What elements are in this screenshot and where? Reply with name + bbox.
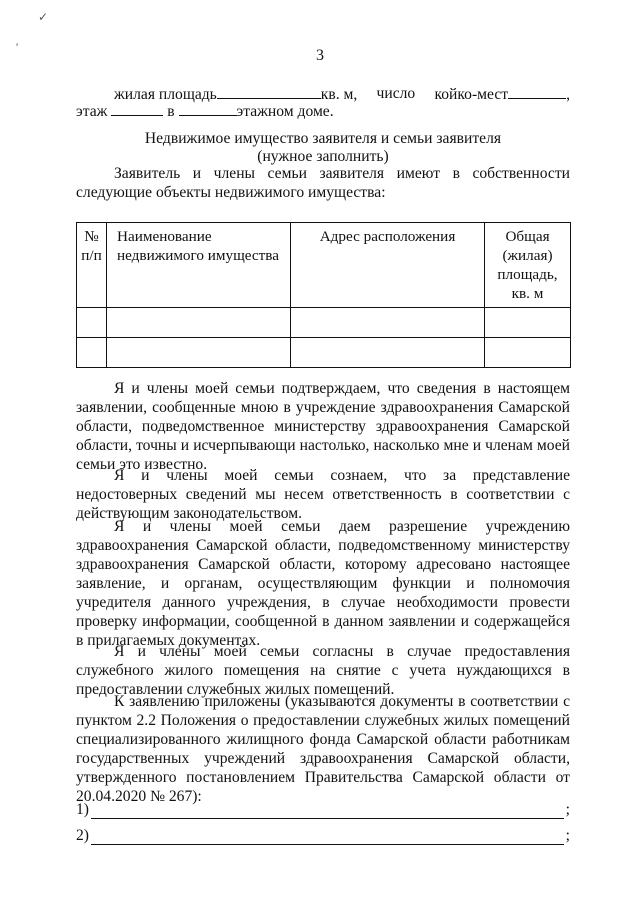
in-label: в [167, 103, 175, 120]
header-address: Адрес расположения [291, 223, 485, 308]
table-cell[interactable] [291, 338, 485, 368]
floor-label: этаж [76, 103, 108, 120]
floor-line [76, 101, 570, 121]
table-row [77, 308, 571, 338]
beds-field[interactable] [508, 84, 566, 99]
beds-comma: , [566, 86, 570, 103]
page-number: 3 [316, 47, 324, 64]
table-header-row [77, 223, 571, 308]
property-section-subtitle: (нужное заполнить) [257, 148, 389, 165]
floor-field[interactable] [111, 101, 163, 116]
header-area: Общая (жилая) площадь, кв. м [485, 223, 571, 308]
property-table [76, 222, 571, 368]
table-cell[interactable] [77, 308, 107, 338]
table-cell[interactable] [107, 338, 291, 368]
attachment-field-1[interactable] [91, 804, 564, 819]
scan-mark: ✓ [38, 10, 49, 24]
property-intro: Заявитель и члены семьи заявителя имеют в собственности следующие объекты недвижимого имущества: [76, 165, 570, 201]
attachment-field-2[interactable] [91, 830, 564, 845]
beds-word-2: койко-мест [434, 86, 509, 103]
attachment-number: 2) [76, 827, 89, 844]
declaration-paragraph-1: Я и члены моей семьи подтверждаем, что сведения в настоящем заявлении, сообщенные мною в учреждение здравоохранения Самарской области, подведомственное министерству здравоохранения Самарской области, точны и исчерпывающи настолько, насколько мне и членам моей семьи это известно. [76, 380, 570, 473]
table-cell[interactable] [485, 338, 571, 368]
floor-house-label: этажном доме. [236, 103, 334, 120]
table-cell[interactable] [291, 308, 485, 338]
total-floors-field[interactable] [179, 101, 237, 116]
living-area-field[interactable] [217, 84, 321, 99]
table-cell[interactable] [485, 308, 571, 338]
header-num: № п/п [77, 223, 107, 308]
attachments-intro: К заявлению приложены (указываются документы в соответствии с пунктом 2.2 Положения о предоставлении служебных жилых помещений специализированного жилищного фонда Самарской области работникам государственных учреждений здравоохранения Самарской области, утвержденного постановлением Правительства Самарской области от 20.04.2020 № 267): [76, 693, 570, 805]
declaration-paragraph-3: Я и члены моей семьи даем разрешение учреждению здравоохранения Самарской области, подведомственному министерству здравоохранения Самарской области, которому адресовано настоящее заявление, и органам, осуществляющим функции и полномочия учредителя данного учреждения, в случае необходимости провести проверку информации, сообщенной в данном заявлении и содержащейся в прилагаемых документах. [76, 518, 570, 649]
sqm-label: кв. м, [320, 86, 358, 103]
property-section-title: Недвижимое имущество заявителя и семьи заявителя [144, 130, 502, 147]
scan-mark: ' [16, 40, 19, 54]
table-cell[interactable] [77, 338, 107, 368]
attachment-end: ; [565, 827, 570, 844]
living-area-label: жилая площадь [114, 86, 217, 103]
attachment-end: ; [565, 801, 570, 818]
attachment-line-1 [76, 800, 570, 819]
beds-word-1: число [376, 85, 416, 102]
declaration-paragraph-4: Я и члены моей семьи согласны в случае предоставления служебного жилого помещения на снятие с учета нуждающихся в предоставлении служебных жилых помещений. [76, 643, 570, 698]
attachment-number: 1) [76, 801, 89, 818]
header-name: Наименование недвижимого имущества [107, 223, 291, 308]
attachment-line-2 [76, 826, 570, 845]
declaration-paragraph-2: Я и члены моей семьи сознаем, что за представление недостоверных сведений мы несем ответственность в соответствии с действующим законодательством. [76, 467, 570, 522]
table-row [77, 338, 571, 368]
table-cell[interactable] [107, 308, 291, 338]
